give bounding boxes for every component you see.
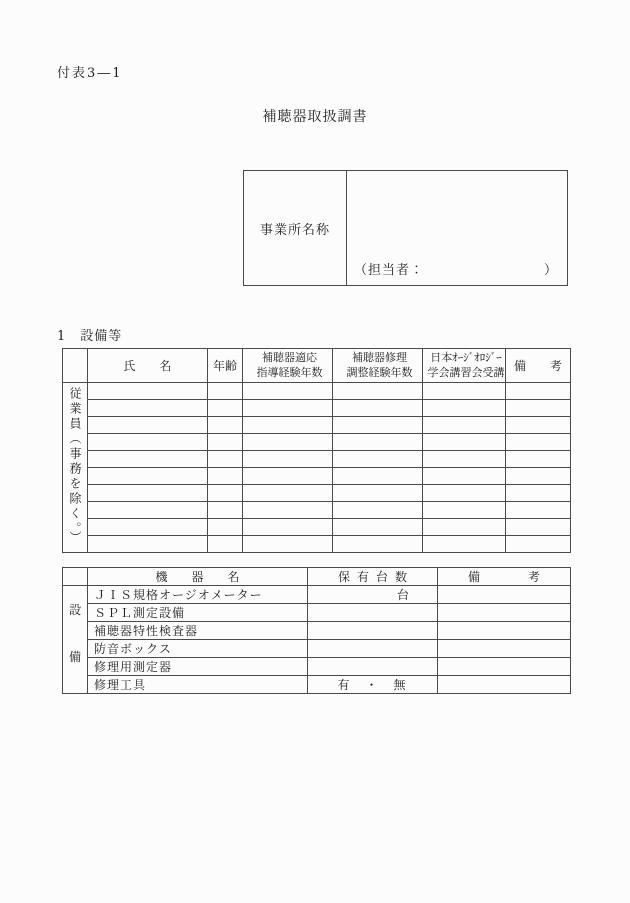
staff-blank-cell [243, 383, 333, 400]
col-header-equipment-remarks: 備 考 [438, 568, 571, 586]
staff-blank-cell [333, 502, 423, 519]
staff-blank-cell [88, 485, 208, 502]
staff-blank-cell [243, 434, 333, 451]
appendix-label: 付表3―1 [57, 66, 123, 81]
equipment-rowgroup-cell [63, 586, 88, 694]
office-name-box [243, 170, 568, 286]
staff-blank-cell [333, 468, 423, 485]
staff-blank-cell [506, 400, 571, 417]
staff-blank-cell [423, 468, 506, 485]
equipment-remarks-cell [438, 586, 571, 604]
staff-blank-cell [208, 434, 243, 451]
equipment-name-cell: 補聴器特性検査器 [88, 622, 308, 640]
staff-empty-row [63, 536, 571, 553]
equipment-units-cell: 台 [308, 586, 438, 604]
staff-rowgroup-label: 従業員（事務を除く。） [68, 386, 82, 546]
repair-header-line1: 補聴器修理 [352, 350, 407, 364]
staff-blank-cell [506, 502, 571, 519]
staff-blank-cell [506, 468, 571, 485]
audiology-header-line1: 日本ｵｰｼﾞｵﾛｼﾞｰ [430, 350, 502, 364]
staff-blank-cell [423, 383, 506, 400]
staff-empty-row [63, 434, 571, 451]
equipment-rowgroup-header-cell [63, 568, 88, 586]
staff-blank-cell [333, 451, 423, 468]
staff-empty-row [63, 451, 571, 468]
col-header-repair-experience [333, 349, 423, 383]
staff-blank-cell [506, 434, 571, 451]
staff-empty-row [63, 519, 571, 536]
col-header-units-held: 保有台数 [308, 568, 438, 586]
staff-blank-cell [423, 536, 506, 553]
equipment-name-cell: ＪＩＳ規格オージオメーター [88, 586, 308, 604]
staff-blank-cell [208, 400, 243, 417]
staff-rowgroup-header-cell [63, 349, 88, 383]
equipment-name-cell: 修理用測定器 [88, 658, 308, 676]
staff-blank-cell [333, 400, 423, 417]
staff-blank-cell [243, 468, 333, 485]
office-name-label: 事業所名称 [244, 171, 347, 285]
col-header-equipment-name: 機 器 名 [88, 568, 308, 586]
equipment-remarks-cell [438, 604, 571, 622]
staff-blank-cell [243, 485, 333, 502]
page-title: 補聴器取扱調書 [262, 109, 368, 125]
staff-rowgroup-cell [63, 383, 88, 553]
staff-blank-cell [243, 536, 333, 553]
staff-blank-cell [88, 400, 208, 417]
staff-blank-cell [208, 536, 243, 553]
staff-blank-cell [333, 417, 423, 434]
repair-header-line2: 調整経験年数 [346, 365, 413, 379]
staff-blank-cell [88, 468, 208, 485]
staff-blank-cell [243, 451, 333, 468]
equipment-row [63, 586, 571, 604]
staff-blank-cell [243, 519, 333, 536]
equipment-table [62, 567, 571, 694]
col-header-fitting-experience [243, 349, 333, 383]
staff-blank-cell [88, 383, 208, 400]
contact-person-line [354, 259, 558, 278]
equipment-remarks-cell [438, 640, 571, 658]
staff-blank-cell [243, 400, 333, 417]
staff-blank-cell [333, 485, 423, 502]
staff-blank-cell [333, 519, 423, 536]
equipment-units-cell [308, 622, 438, 640]
staff-blank-cell [506, 417, 571, 434]
staff-blank-cell [506, 383, 571, 400]
staff-header-row [63, 349, 571, 383]
staff-blank-cell [333, 434, 423, 451]
equipment-row [63, 640, 571, 658]
staff-blank-cell [506, 451, 571, 468]
staff-blank-cell [423, 519, 506, 536]
equipment-group-char-top: 設 [68, 603, 81, 617]
staff-blank-cell [506, 485, 571, 502]
col-header-audiology-course [423, 349, 506, 383]
staff-blank-cell [208, 451, 243, 468]
staff-blank-cell [243, 502, 333, 519]
staff-empty-row [63, 485, 571, 502]
equipment-remarks-cell [438, 658, 571, 676]
staff-empty-row [63, 502, 571, 519]
staff-empty-row [63, 417, 571, 434]
staff-blank-cell [333, 536, 423, 553]
staff-blank-cell [423, 451, 506, 468]
equipment-remarks-cell [438, 676, 571, 694]
staff-blank-cell [506, 519, 571, 536]
section1-heading: 1 設備等 [57, 329, 123, 344]
equipment-name-cell: 修理工具 [88, 676, 308, 694]
staff-table [62, 348, 571, 553]
staff-blank-cell [88, 434, 208, 451]
equipment-row [63, 658, 571, 676]
fitting-header-line1: 補聴器適応 [262, 350, 317, 364]
equipment-row [63, 604, 571, 622]
staff-blank-cell [423, 434, 506, 451]
equipment-row [63, 676, 571, 694]
equipment-name-cell: 防音ボックス [88, 640, 308, 658]
col-header-age: 年齢 [208, 349, 243, 383]
audiology-header-line2: 学会講習会受講 [427, 365, 505, 379]
col-header-name: 氏 名 [88, 349, 208, 383]
staff-blank-cell [88, 417, 208, 434]
staff-blank-cell [88, 451, 208, 468]
staff-blank-cell [208, 417, 243, 434]
staff-empty-row [63, 400, 571, 417]
equipment-row [63, 622, 571, 640]
equipment-units-cell: 有 ・ 無 [308, 676, 438, 694]
staff-blank-cell [208, 502, 243, 519]
staff-blank-cell [243, 417, 333, 434]
staff-blank-cell [88, 502, 208, 519]
staff-blank-cell [208, 383, 243, 400]
equipment-units-cell [308, 658, 438, 676]
equipment-units-cell [308, 640, 438, 658]
staff-blank-cell [88, 519, 208, 536]
fitting-header-line2: 指導経験年数 [256, 365, 323, 379]
staff-blank-cell [423, 502, 506, 519]
staff-blank-cell [423, 485, 506, 502]
staff-blank-cell [88, 536, 208, 553]
staff-blank-cell [208, 468, 243, 485]
contact-close-paren: ） [543, 263, 558, 278]
col-header-remarks: 備 考 [506, 349, 571, 383]
office-name-field [347, 171, 567, 285]
contact-person-label: （担当者： [354, 263, 425, 278]
equipment-remarks-cell [438, 622, 571, 640]
staff-empty-row [63, 468, 571, 485]
staff-blank-cell [423, 400, 506, 417]
equipment-units-cell [308, 604, 438, 622]
equipment-group-char-bottom: 備 [68, 650, 81, 664]
staff-blank-cell [333, 383, 423, 400]
staff-blank-cell [208, 519, 243, 536]
equipment-name-cell: ＳＰＬ測定設備 [88, 604, 308, 622]
equipment-header-row [63, 568, 571, 586]
staff-blank-cell [208, 485, 243, 502]
staff-empty-row [63, 383, 571, 400]
staff-blank-cell [506, 536, 571, 553]
staff-blank-cell [423, 417, 506, 434]
